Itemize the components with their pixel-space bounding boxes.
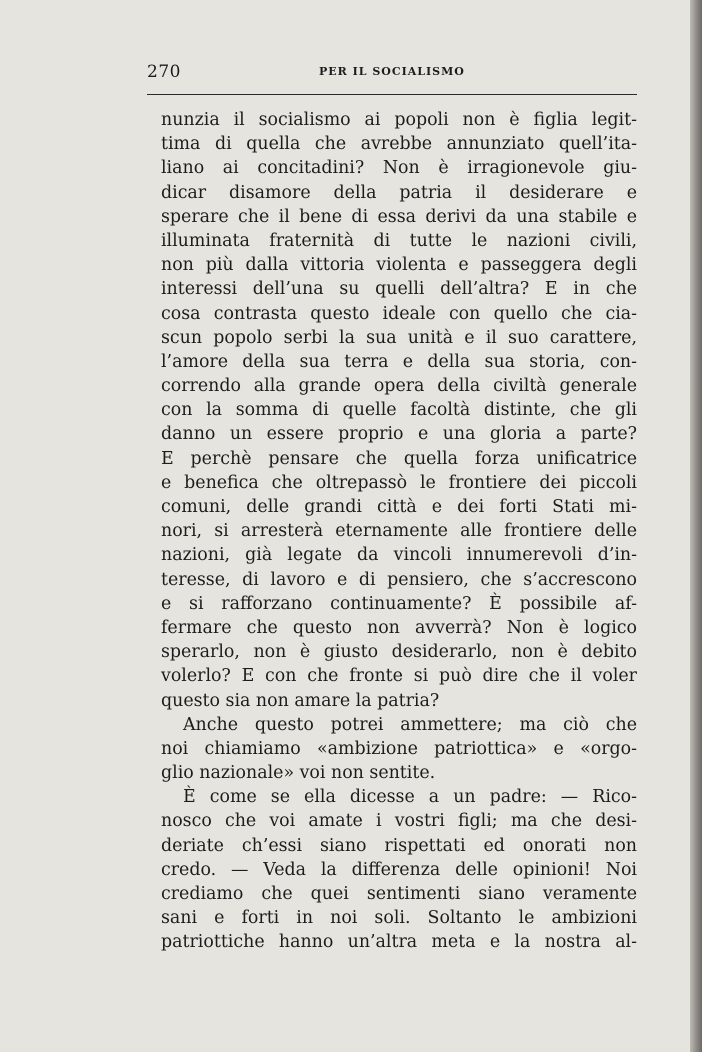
text-line: e si rafforzano continuamente? È possibile af- <box>161 593 637 614</box>
text-line: sani e forti in noi soli. Soltanto le ambizioni <box>161 908 637 929</box>
text-line: cosa contrasta questo ideale con quello che cia- <box>161 303 637 324</box>
page-edge-shadow <box>690 0 702 1052</box>
text-line: interessi dell’una su quelli dell’altra? E in che <box>161 279 637 300</box>
text-line: con la somma di quelle facoltà distinte, che gli <box>161 400 637 421</box>
text-line: glio nazionale» voi non sentite. <box>161 763 436 784</box>
page-header <box>147 58 637 86</box>
text-line: E perchè pensare che quella forza unificatrice <box>161 448 637 469</box>
text-line: fermare che questo non avverrà? Non è logico <box>161 617 637 638</box>
text-line: noi chiamiamo «ambizione patriottica» e «orgo- <box>161 738 637 759</box>
text-line: Anche questo potrei ammettere; ma ciò che <box>183 714 637 735</box>
text-line: nunzia il socialismo ai popoli non è figlia legit- <box>161 110 637 130</box>
text-line: patriottiche hanno un’altra meta e la nostra al- <box>161 932 637 953</box>
text-line: deriate ch’essi siano rispettati ed onorati non <box>161 835 637 856</box>
text-line: correndo alla grande opera della civiltà generale <box>161 376 637 397</box>
text-line: scun popolo serbi la sua unità e il suo carattere, <box>161 327 637 348</box>
text-line: sperarlo, non è giusto desiderarlo, non è debito <box>161 642 637 663</box>
body-text <box>161 108 637 955</box>
text-line: questo sia non amare la patria? <box>161 690 440 711</box>
text-line: nori, si arresterà eternamente alle frontiere delle <box>161 521 637 542</box>
text-line: e benefica che oltrepassò le frontiere dei piccoli <box>161 472 637 493</box>
text-line: danno un essere proprio e una gloria a parte? <box>161 424 637 445</box>
text-line: comuni, delle grandi città e dei forti Stati mi- <box>161 497 637 517</box>
header-rule <box>147 94 637 95</box>
text-line: crediamo che quei sentimenti siano veramente <box>161 884 637 904</box>
running-title: PER IL SOCIALISMO <box>319 65 465 78</box>
text-line: volerlo? E con che fronte si può dire che il voler <box>161 666 637 687</box>
text-line: nosco che voi amate i vostri figli; ma che desi- <box>161 811 637 832</box>
text-line: l’amore della sua terra e della sua storia, con- <box>161 351 637 372</box>
text-line: tima di quella che avrebbe annunziato quell’ita- <box>161 134 637 155</box>
text-line: È come se ella dicesse a un padre: — Rico- <box>183 787 637 808</box>
text-line: credo. — Veda la differenza delle opinioni! Noi <box>161 859 637 880</box>
text-line: teresse, di lavoro e di pensiero, che s’accrescono <box>161 569 637 590</box>
text-line: sperare che il bene di essa derivi da una stabile e <box>161 206 637 227</box>
page-number: 270 <box>147 62 181 82</box>
text-line: illuminata fraternità di tutte le nazioni civili, <box>161 230 637 251</box>
text-line: dicar disamore della patria il desiderare e <box>161 182 637 203</box>
text-line: nazioni, già legate da vincoli innumerevoli d’in- <box>161 545 637 566</box>
text-line: non più dalla vittoria violenta e passeggera degli <box>161 255 637 276</box>
text-line: liano ai concitadini? Non è irragionevole giu- <box>161 158 637 179</box>
